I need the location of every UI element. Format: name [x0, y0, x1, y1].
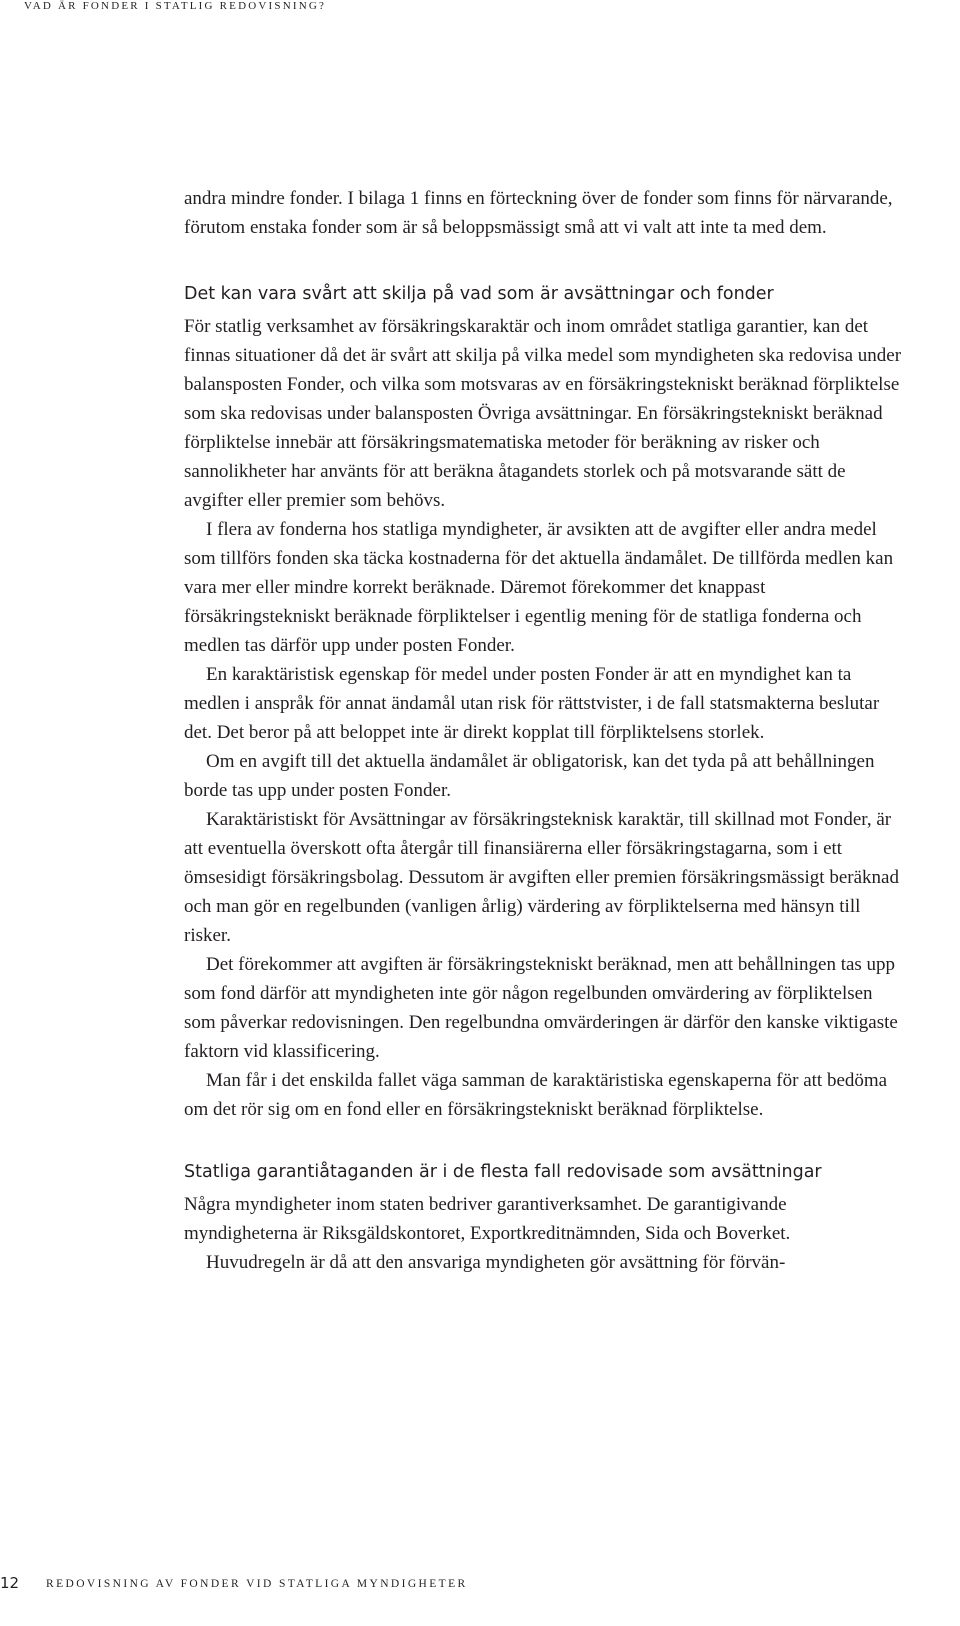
- section1-paragraph-6: Det förekommer att avgiften är försäkringstekniskt beräknad, men att behållningen tas upp som fond därför att myndigheten inte gör någon regelbunden omvärdering av förpliktelsen som påverkar redovisningen. Den regelbundna omvärderingen är därför den kanske viktigaste faktorn vid klassificering.: [184, 954, 898, 1062]
- section2-paragraph-1: Några myndigheter inom staten bedriver garantiverksamhet. De garantigivande myndigheterna är Riksgäldskontoret, Exportkreditnämnden, Sida och Boverket.: [184, 1194, 791, 1244]
- intro-paragraph: andra mindre fonder. I bilaga 1 finns en förteckning över de fonder som finns för närvarande, förutom enstaka fonder som är så beloppsmässigt små att vi valt att inte ta med dem.: [184, 188, 893, 238]
- section2-paragraph-2: Huvudregeln är då att den ansvariga myndigheten gör avsättning för förvän-: [206, 1252, 786, 1273]
- footer-publication-title: REDOVISNING AV FONDER VID STATLIGA MYNDIGHETER: [46, 1578, 468, 1590]
- section1-paragraph-4: Om en avgift till det aktuella ändamålet är obligatorisk, kan det tyda på att behållningen borde tas upp under posten Fonder.: [184, 751, 875, 801]
- section1-paragraph-2: I flera av fonderna hos statliga myndigheter, är avsikten att de avgifter eller andra medel som tillförs fonden ska täcka kostnaderna för det aktuella ändamålet. De tillförda medlen kan vara mer eller mindre korrekt beräknade. Däremot förekommer det knappast försäkringstekniskt beräknade förpliktelser i egentlig mening för de statliga fonderna och medlen tas därför upp under posten Fonder.: [184, 519, 894, 656]
- page-body: [184, 184, 904, 1277]
- section1-paragraph-1: För statlig verksamhet av försäkringskaraktär och inom området statliga garantier, kan det finnas situationer då det är svårt att skilja på vilka medel som myndigheten ska redovisa under balansposten Fonder, och vilka som motsvaras av en försäkringstekniskt beräknad förpliktelse som ska redovisas under balansposten Övriga avsättningar. En försäkringstekniskt beräknad förpliktelse innebär att försäkringsmatematiska metoder för beräkning av risker och sannolikheter har använts för att beräkna åtagandets storlek och på motsvarande sätt de avgifter eller premier som behövs.: [184, 316, 902, 511]
- section1-paragraph-7: Man får i det enskilda fallet väga samman de karaktäristiska egenskaperna för att bedöma om det rör sig om en fond eller en försäkringstekniskt beräknad förpliktelse.: [184, 1070, 888, 1120]
- running-head: VAD ÄR FONDER I STATLIG REDOVISNING?: [24, 0, 327, 12]
- section-heading-2: Statliga garantiåtaganden är i de flesta fall redovisade som avsättningar: [184, 1162, 822, 1182]
- section1-paragraph-5: Karaktäristiskt för Avsättningar av försäkringsteknisk karaktär, till skillnad mot Fonder, är att eventuella överskott ofta återgår till finansiärerna eller försäkringstagarna, som i ett ömsesidigt försäkringsbolag. Dessutom är avgiften eller premien försäkringsmässigt beräknad och man gör en regelbunden (vanligen årlig) värdering av förpliktelserna med hänsyn till risker.: [184, 809, 899, 946]
- page-number: 12: [0, 1574, 20, 1592]
- section-heading-1: Det kan vara svårt att skilja på vad som är avsättningar och fonder: [184, 284, 774, 304]
- section1-paragraph-3: En karaktäristisk egenskap för medel under posten Fonder är att en myndighet kan ta medlen i anspråk för annat ändamål utan risk för rättstvister, i de fall statsmakterna beslutar det. Det beror på att beloppet inte är direkt kopplat till förpliktelsens storlek.: [184, 664, 880, 743]
